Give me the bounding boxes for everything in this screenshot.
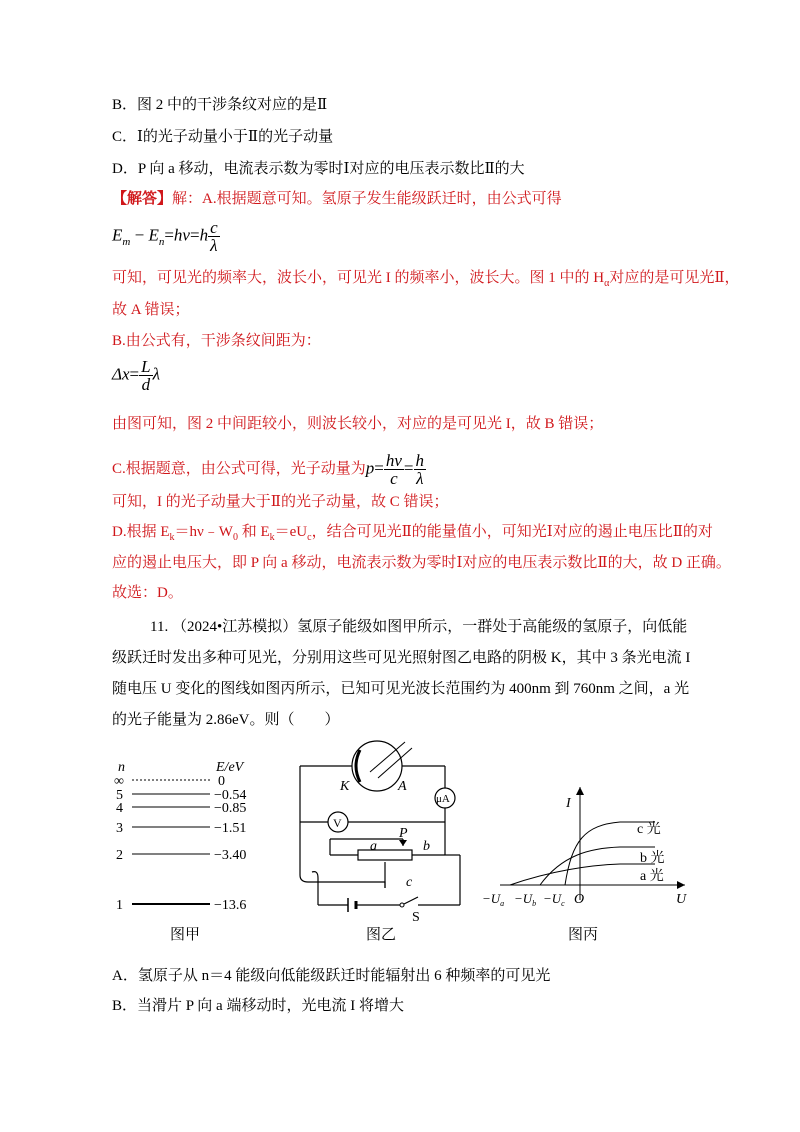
answer-p2: B.由公式有，干涉条纹间距为： bbox=[112, 333, 321, 349]
svg-text:−0.85: −0.85 bbox=[214, 801, 247, 816]
label-o: O bbox=[574, 892, 585, 907]
option-11b: B．当滑片 P 向 a 端移动时，光电流 I 将增大 bbox=[112, 998, 404, 1014]
circuit-diagram bbox=[290, 740, 470, 925]
answer-p4: C.根据题意，由公式可得，光子动量为p= $\frac{h\nu}{c}$ = $\frac{h}{\lambda}$ bbox=[112, 451, 424, 488]
label-a-light: a 光 bbox=[640, 869, 664, 884]
label-a: a bbox=[370, 839, 377, 854]
option-d: D．P 向 a 移动，电流表示数为零时Ⅰ对应的电压表示数比Ⅱ的大 bbox=[112, 161, 525, 177]
label-i: I bbox=[566, 796, 571, 811]
label-ammeter: μA bbox=[436, 793, 450, 805]
answer-p7: 应的遏止电压大，即 P 向 a 移动，电流表示数为零时Ⅰ对应的电压表示数比Ⅱ的大，故 D 正确。 bbox=[112, 555, 731, 571]
level-3 bbox=[116, 821, 246, 836]
curve-a bbox=[510, 864, 655, 885]
caption-jia: 图甲 bbox=[170, 927, 201, 943]
svg-text:0: 0 bbox=[218, 774, 225, 789]
caption-yi: 图乙 bbox=[366, 927, 397, 943]
label-s: S bbox=[412, 910, 420, 925]
formula-momentum: p= $\frac{h\nu}{c}$ = $\frac{h}{\lambda}$ bbox=[365, 451, 424, 488]
rheostat bbox=[358, 850, 412, 860]
label-b: b bbox=[423, 839, 430, 854]
formula-fringe: Δx= $\frac{L}{d}$ λ bbox=[112, 357, 160, 394]
svg-text:−1.51: −1.51 bbox=[214, 821, 247, 836]
e-label: E/eV bbox=[216, 760, 244, 775]
answer-intro: 【解答】解：A.根据题意可知。氢原子发生能级跃迁时，由公式可得 bbox=[112, 191, 562, 207]
option-c: C．Ⅰ的光子动量小于Ⅱ的光子动量 bbox=[112, 129, 334, 145]
label-b-light: b 光 bbox=[640, 851, 665, 866]
label-p: P bbox=[399, 826, 408, 841]
level-4 bbox=[116, 801, 246, 816]
iv-graph bbox=[480, 785, 700, 915]
label-u: U bbox=[676, 892, 687, 907]
svg-text:2: 2 bbox=[116, 848, 123, 863]
label-a-terminal: A bbox=[398, 779, 407, 794]
level-2 bbox=[116, 848, 246, 863]
answer-p1: 可知，可见光的频率大，波长小，可见光 I 的频率小，波长大。图 1 中的 $H_\alpha$对应的是可见光Ⅱ， bbox=[112, 270, 740, 289]
label-c: c bbox=[406, 875, 413, 890]
energy-level-diagram bbox=[110, 755, 280, 915]
svg-text:4: 4 bbox=[116, 801, 123, 816]
svg-text:1: 1 bbox=[116, 898, 123, 913]
svg-text:−3.40: −3.40 bbox=[214, 848, 247, 863]
label-voltmeter: V bbox=[333, 816, 342, 830]
option-b: B．图 2 中的干涉条纹对应的是Ⅱ bbox=[112, 97, 328, 113]
label-uc: $-U_c$ bbox=[543, 891, 565, 908]
label-k: K bbox=[340, 779, 350, 794]
svg-text:3: 3 bbox=[116, 821, 123, 836]
svg-text:∞: ∞ bbox=[114, 774, 124, 789]
formula-energy: $E_m - E_n=h\nu=h$ $\frac{c}{\lambda}$ bbox=[112, 218, 218, 255]
svg-text:−13.6: −13.6 bbox=[214, 898, 247, 913]
option-11a: A．氢原子从 n＝4 能级向低能级跃迁时能辐射出 6 种频率的可见光 bbox=[112, 968, 551, 984]
answer-p8: 故选：D。 bbox=[112, 585, 183, 601]
answer-p1c: 故 A 错误； bbox=[112, 302, 190, 318]
curve-b bbox=[540, 847, 655, 885]
svg-text:5: 5 bbox=[116, 788, 123, 803]
answer-p6: D.根据 $E_k=h\nu﹣W_0$ 和 $E_k=eU_c$，结合可见光Ⅱ的能量值小，可知光Ⅰ对应的遏止电压比Ⅱ的对 bbox=[112, 524, 713, 543]
label-ub: $-U_b$ bbox=[514, 891, 537, 908]
label-c-light: c 光 bbox=[637, 822, 661, 837]
answer-p5: 可知，I 的光子动量大于Ⅱ的光子动量，故 C 错误； bbox=[112, 494, 449, 510]
answer-p3: 由图可知，图 2 中间距较小，则波长较小，对应的是可见光 I，故 B 错误； bbox=[112, 416, 604, 432]
svg-text:−0.54: −0.54 bbox=[214, 788, 247, 803]
level-inf bbox=[114, 774, 225, 789]
question-11: 11. （2024•江苏模拟）氢原子能级如图甲所示，一群处于高能级的氢原子，向低能级跃迁时发出多种可见光，分别用这些可见光照射图乙电路的阴极 K，其中 3 条光电流 I 随电压 U 变化的图线如图丙所示，已知可见光波长范围约为 400nm 到 760nm 之间，a 光的光子能量为 2.86eV。则（ ） bbox=[112, 619, 691, 728]
n-label: n bbox=[118, 760, 125, 775]
level-1 bbox=[116, 898, 246, 913]
caption-bing: 图丙 bbox=[568, 927, 599, 943]
label-ua: $-U_a$ bbox=[482, 891, 505, 908]
